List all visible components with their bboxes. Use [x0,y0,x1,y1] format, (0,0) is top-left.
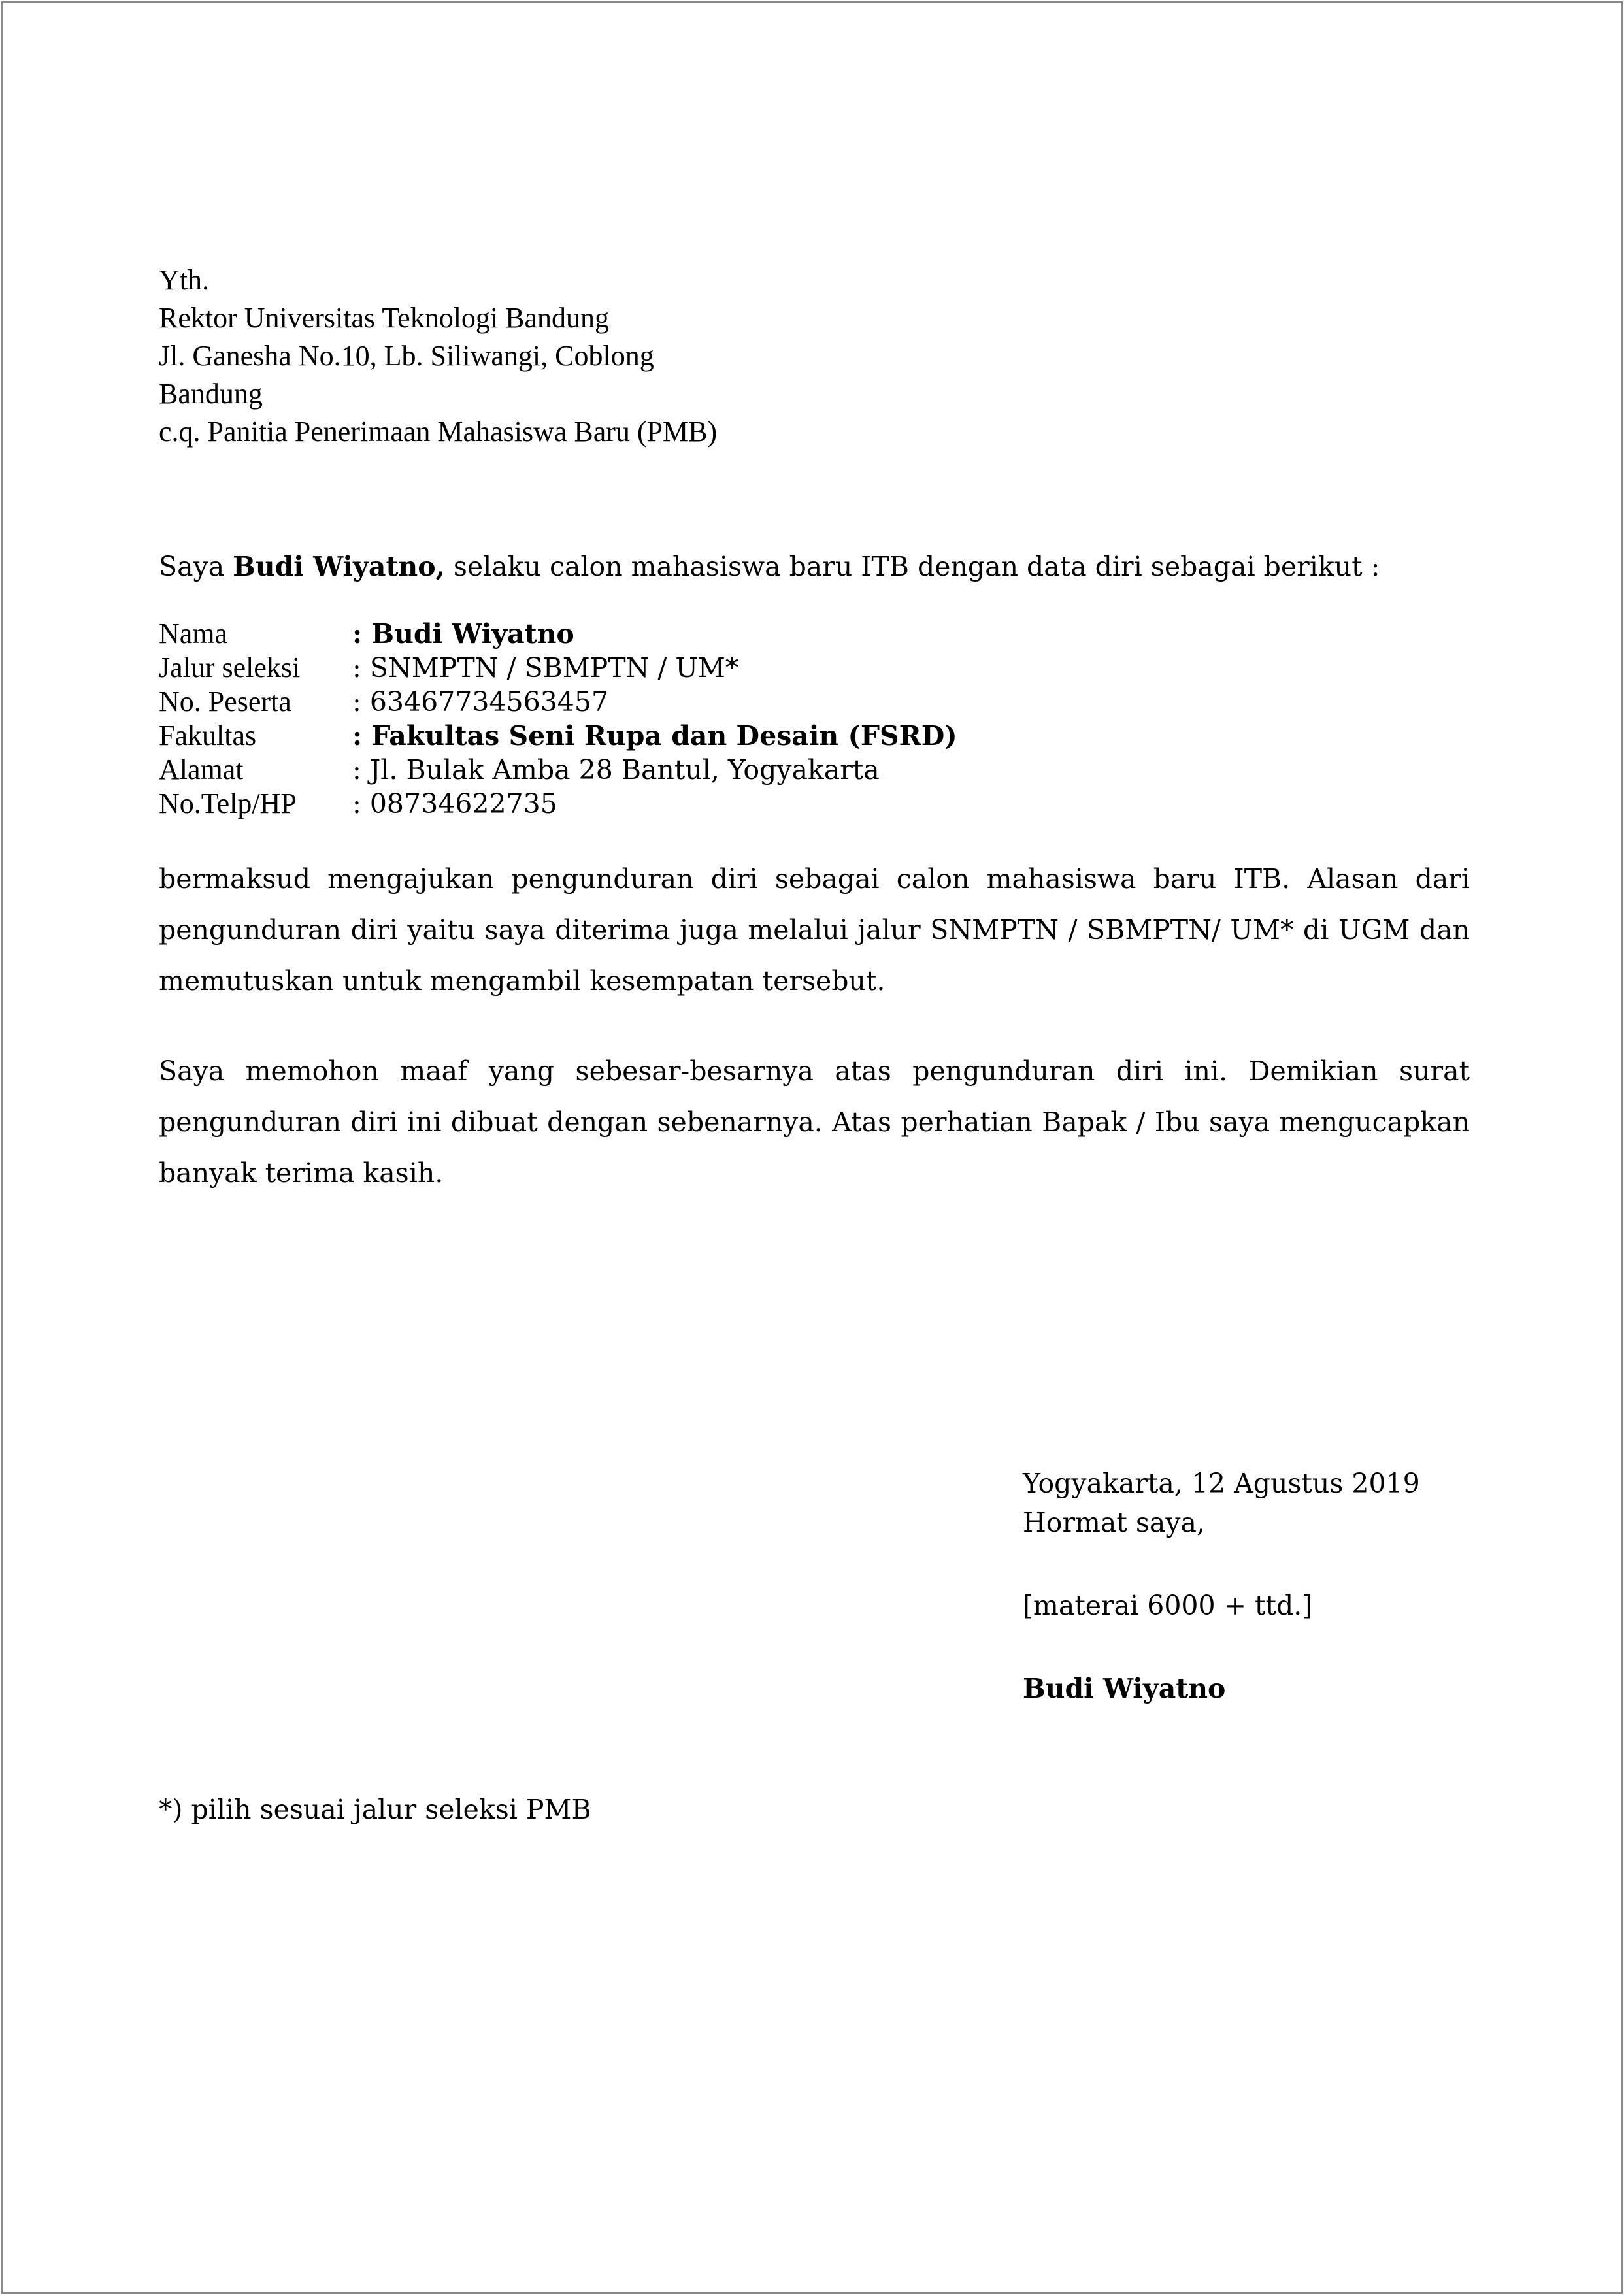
detail-label: No. Peserta [159,685,291,718]
detail-value: : Fakultas Seni Rupa dan Desain (FSRD) [352,720,957,751]
detail-label: Alamat [159,753,244,785]
personal-details [159,617,957,821]
paragraph-reason: bermaksud mengajukan pengunduran diri sebagai calon mahasiswa baru ITB. Alasan dari pengunduran diri yaitu saya diterima juga melalui jalur SNMPTN / SBMPTN/ UM* di UGM dan memutuskan untuk mengambil kesempatan tersebut. [159,863,1470,997]
recipient-address [159,261,717,451]
recipient-line-1: Rektor Universitas Teknologi Bandung [159,302,610,334]
intro-suffix: selaku calon mahasiswa baru ITB dengan data diri sebagai berikut : [444,551,1380,582]
recipient-line-4: c.q. Panitia Penerimaan Mahasiswa Baru (PMB) [159,416,718,448]
detail-value: : 08734622735 [352,788,557,819]
detail-label: Jalur seleksi [159,652,301,684]
paragraph-apology: Saya memohon maaf yang sebesar-besarnya atas pengunduran diri ini. Demikian surat pengunduran diri ini dibuat dengan sebenarnya. Atas perhatian Bapak / Ibu saya mengucapkan banyak terima kasih. [159,1055,1470,1189]
detail-row-jalur [159,651,957,685]
detail-label: No.Telp/HP [159,787,297,819]
detail-row-nama [159,617,957,651]
place-date: Yogyakarta, 12 Agustus 2019 [1023,1468,1420,1499]
intro-name: Budi Wiyatno, [233,551,445,582]
footnote: *) pilih sesuai jalur seleksi PMB [159,1794,591,1825]
closing-block [1023,1464,1420,1708]
recipient-line-2: Jl. Ganesha No.10, Lb. Siliwangi, Coblong [159,340,654,372]
detail-value: : SNMPTN / SBMPTN / UM* [352,652,739,684]
intro-sentence [159,547,1380,586]
detail-row-telp [159,787,957,821]
closing-salutation: Hormat saya, [1023,1507,1205,1538]
recipient-greeting: Yth. [159,264,209,296]
stamp-signature-placeholder: [materai 6000 + ttd.] [1023,1590,1313,1621]
letter-page [1,1,1623,2294]
detail-row-fakultas [159,719,957,753]
detail-value: : Budi Wiyatno [352,618,574,650]
detail-value: : Jl. Bulak Amba 28 Bantul, Yogyakarta [352,754,880,785]
signer-name: Budi Wiyatno [1023,1673,1226,1704]
detail-row-peserta [159,685,957,719]
recipient-line-3: Bandung [159,378,263,410]
intro-prefix: Saya [159,551,233,582]
detail-value: : 63467734563457 [352,686,609,718]
detail-label: Fakultas [159,719,257,751]
detail-label: Nama [159,618,228,650]
detail-row-alamat [159,753,957,787]
